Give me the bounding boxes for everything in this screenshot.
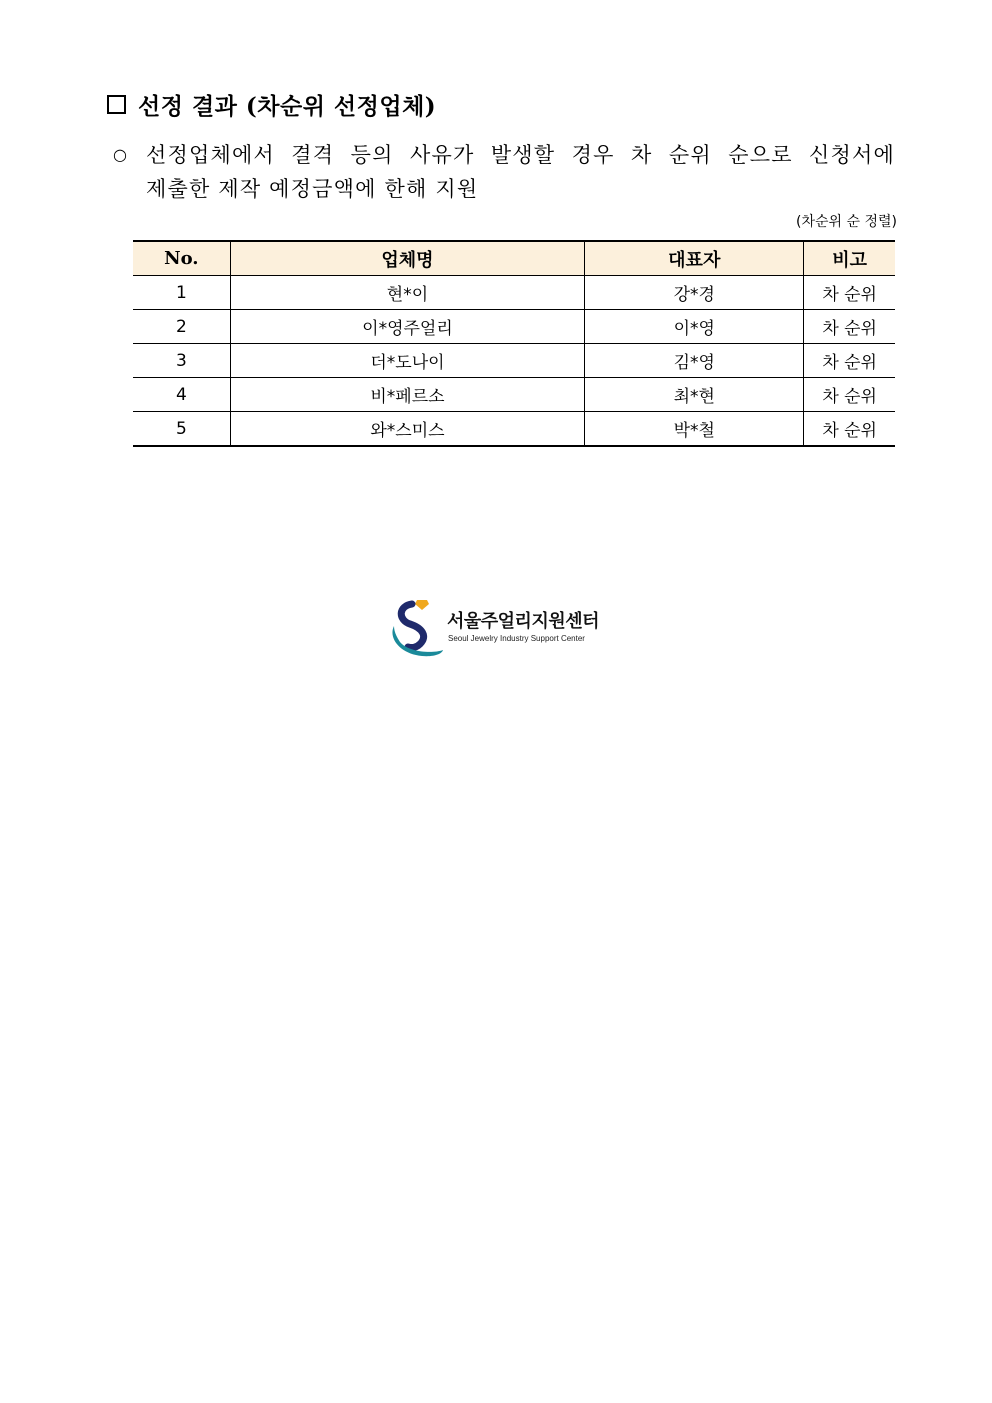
description-line-2: 제출한 제작 예정금액에 한해 지원 — [146, 177, 479, 201]
cell-no: 5 — [133, 412, 230, 447]
table-row — [133, 344, 895, 378]
cell-remark: 차 순위 — [804, 378, 895, 412]
cell-representative: 최*현 — [585, 378, 804, 412]
logo-emblem-icon — [388, 598, 448, 660]
header-representative: 대표자 — [585, 241, 804, 276]
cell-company: 와*스미스 — [230, 412, 585, 447]
cell-remark: 차 순위 — [804, 344, 895, 378]
cell-representative: 강*경 — [585, 276, 804, 310]
table-row — [133, 412, 895, 447]
section-heading-text: 선정 결과 (차순위 선정업체) — [138, 93, 437, 120]
cell-company: 현*이 — [230, 276, 585, 310]
checkbox-square-icon — [107, 95, 126, 114]
cell-company: 이*영주얼리 — [230, 310, 585, 344]
bullet-circle-icon: ○ — [113, 145, 127, 164]
table-row — [133, 276, 895, 310]
section-heading — [107, 88, 436, 121]
description-line-1: 선정업체에서 결격 등의 사유가 발생할 경우 차 순위 순으로 신청서에 — [146, 143, 895, 167]
cell-no: 2 — [133, 310, 230, 344]
cell-remark: 차 순위 — [804, 310, 895, 344]
header-no: No. — [133, 241, 230, 276]
table-row — [133, 378, 895, 412]
cell-no: 4 — [133, 378, 230, 412]
cell-no: 1 — [133, 276, 230, 310]
cell-company: 더*도나이 — [230, 344, 585, 378]
result-table — [133, 240, 895, 447]
logo-name-korean: 서울주얼리지원센터 — [447, 611, 599, 632]
cell-representative: 김*영 — [585, 344, 804, 378]
sort-note: (차순위 순 정렬) — [796, 214, 897, 230]
table-row — [133, 310, 895, 344]
logo-name-english: Seoul Jewelry Industry Support Center — [448, 634, 585, 643]
header-company: 업체명 — [230, 241, 585, 276]
organization-logo — [388, 598, 608, 660]
cell-company: 비*페르소 — [230, 378, 585, 412]
table-header-row — [133, 241, 895, 276]
cell-representative: 이*영 — [585, 310, 804, 344]
cell-representative: 박*철 — [585, 412, 804, 447]
cell-no: 3 — [133, 344, 230, 378]
cell-remark: 차 순위 — [804, 276, 895, 310]
header-remark: 비고 — [804, 241, 895, 276]
cell-remark: 차 순위 — [804, 412, 895, 447]
